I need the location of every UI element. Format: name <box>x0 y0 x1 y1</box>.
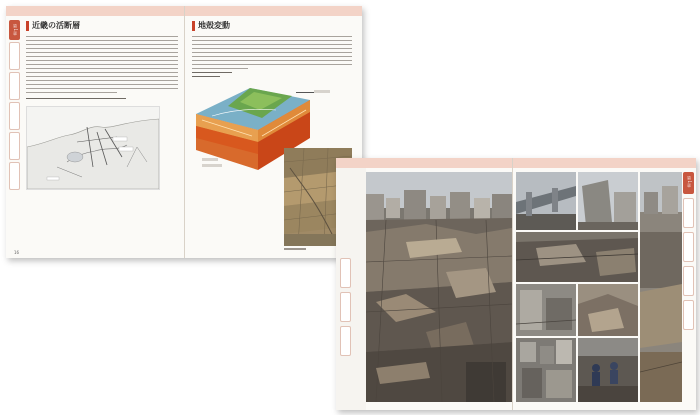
photo-drawing <box>578 172 638 230</box>
photo-damaged-structure <box>516 284 576 336</box>
damage-photo-drawing <box>366 172 512 402</box>
body-text-block <box>192 36 352 72</box>
body-text-block <box>26 36 178 96</box>
page-number-left: 16 <box>14 250 20 255</box>
side-index-tab[interactable] <box>683 266 694 296</box>
photo-drawing <box>516 172 576 230</box>
label-placeholder <box>202 164 222 167</box>
photo-caption-line <box>284 248 306 250</box>
diagram-caption-line <box>192 72 232 80</box>
leader-line <box>296 92 314 93</box>
side-index-tab[interactable] <box>340 258 351 288</box>
section-heading-text: 地殻変動 <box>198 21 230 30</box>
side-index-tab-active[interactable] <box>9 20 20 40</box>
heading-accent-bar <box>26 21 29 31</box>
label-placeholder <box>202 158 218 161</box>
side-index-tab[interactable] <box>9 162 20 190</box>
side-index-tab[interactable] <box>9 102 20 130</box>
heading-accent-bar <box>192 21 195 31</box>
page-margin <box>336 168 366 410</box>
photo-strip-right <box>640 172 682 402</box>
section-heading-text: 近畿の活断層 <box>32 21 80 30</box>
photo-drawing <box>578 284 638 336</box>
side-index-tab[interactable] <box>9 72 20 100</box>
center-gutter <box>184 6 185 258</box>
label-placeholder <box>314 90 330 93</box>
photo-drawing <box>516 232 638 282</box>
photo-aerial-city <box>516 338 576 402</box>
photo-drawing <box>516 338 576 402</box>
center-gutter <box>512 158 513 410</box>
photo-tilted-building <box>578 172 638 230</box>
section-heading-active-faults <box>26 20 80 31</box>
fault-map-figure <box>26 106 160 190</box>
side-index-tab[interactable] <box>683 300 694 330</box>
photo-drawing <box>578 338 638 402</box>
side-index-tab[interactable] <box>340 292 351 322</box>
side-index-tab-label: 第1章 <box>687 176 692 189</box>
earthquake-damage-photo-large <box>366 172 512 402</box>
side-index-tab-active[interactable] <box>683 172 694 194</box>
side-index-tab[interactable] <box>9 132 20 160</box>
photo-collapsed-house <box>578 284 638 336</box>
top-color-band <box>336 158 696 168</box>
document-spread-back <box>6 6 362 258</box>
photo-drawing <box>516 284 576 336</box>
map-drawing <box>27 107 159 189</box>
side-index-tab[interactable] <box>9 42 20 70</box>
photo-rubble-street <box>516 232 638 282</box>
section-heading-crustal-movement <box>192 20 230 31</box>
document-spread-front <box>336 158 696 410</box>
side-index-tab[interactable] <box>683 198 694 228</box>
side-index-tab-label: 第1章 <box>13 24 18 37</box>
photo-drawing <box>640 172 682 402</box>
photo-collapsed-highway <box>516 172 576 230</box>
side-index-tab[interactable] <box>683 232 694 262</box>
photo-rescue-workers <box>578 338 638 402</box>
side-index-tab[interactable] <box>340 326 351 356</box>
figure-caption-line <box>26 98 126 102</box>
